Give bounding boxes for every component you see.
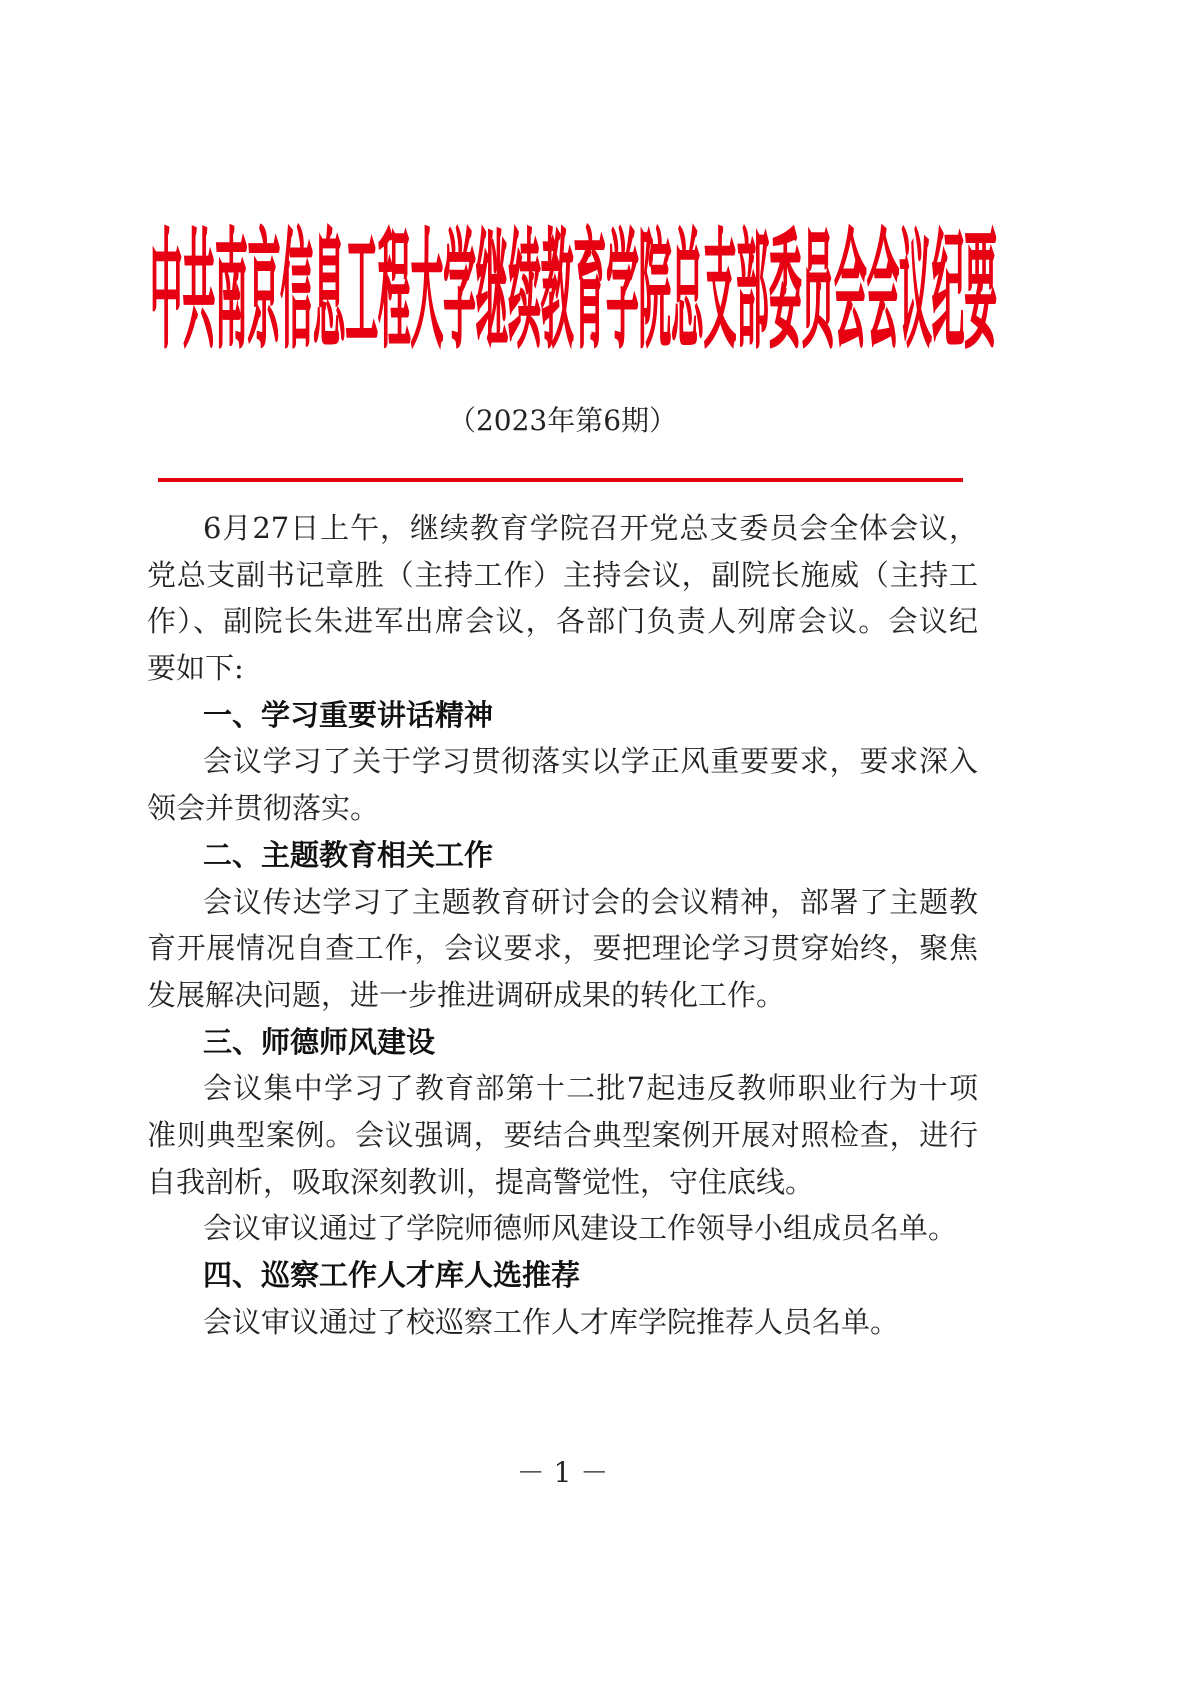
- text-line: 会议审议通过了校巡察工作人才库学院推荐人员名单。: [203, 1304, 900, 1339]
- text-line: 要如下:: [147, 651, 244, 686]
- section-heading: 一、学习重要讲话精神: [203, 697, 494, 732]
- text-line: 6月27日上午，继续教育学院召开党总支委员会全体会议，: [203, 511, 978, 545]
- page-number: － 1 －: [516, 1456, 609, 1489]
- document-title: 中共南京信息工程大学继续教育学院总支部委员会会议纪要: [150, 216, 997, 366]
- section-heading: 三、师德师风建设: [203, 1024, 436, 1059]
- section-paragraph: [147, 1299, 978, 1346]
- red-divider-line: [158, 478, 963, 482]
- text-line: 领会并贯彻落实。: [147, 791, 380, 826]
- intro-paragraph: [147, 505, 978, 692]
- text-line: 作）、副院长朱进军出席会议，各部门负责人列席会议。会议纪: [147, 604, 978, 639]
- text-line: 会议传达学习了主题教育研讨会的会议精神，部署了主题教: [203, 884, 978, 919]
- text-line: 育开展情况自查工作，会议要求，要把理论学习贯穿始终，聚焦: [147, 931, 978, 966]
- text-line: 党总支副书记章胜（主持工作）主持会议，副院长施威（主持工: [147, 557, 978, 592]
- issue-number: （2023年第6期）: [447, 404, 678, 437]
- section-paragraph: [147, 879, 978, 1019]
- section-heading: 四、巡察工作人才库人选推荐: [203, 1258, 581, 1292]
- title-block: [150, 216, 997, 366]
- text-line: 会议集中学习了教育部第十二批7起违反教师职业行为十项: [203, 1071, 978, 1106]
- text-line: 准则典型案例。会议强调，要结合典型案例开展对照检查，进行: [147, 1117, 978, 1152]
- text-line: 会议学习了关于学习贯彻落实以学正风重要要求，要求深入: [203, 744, 978, 779]
- text-line: 会议审议通过了学院师德师风建设工作领导小组成员名单。: [203, 1211, 958, 1246]
- section-paragraph: [147, 1065, 978, 1205]
- text-line: 发展解决问题，进一步推进调研成果的转化工作。: [147, 977, 786, 1012]
- section-paragraph: [147, 738, 978, 831]
- section-paragraph: [147, 1205, 978, 1252]
- document-body: [147, 505, 978, 1345]
- section-heading: 二、主题教育相关工作: [203, 837, 494, 872]
- text-line: 自我剖析，吸取深刻教训，提高警觉性，守住底线。: [147, 1164, 815, 1199]
